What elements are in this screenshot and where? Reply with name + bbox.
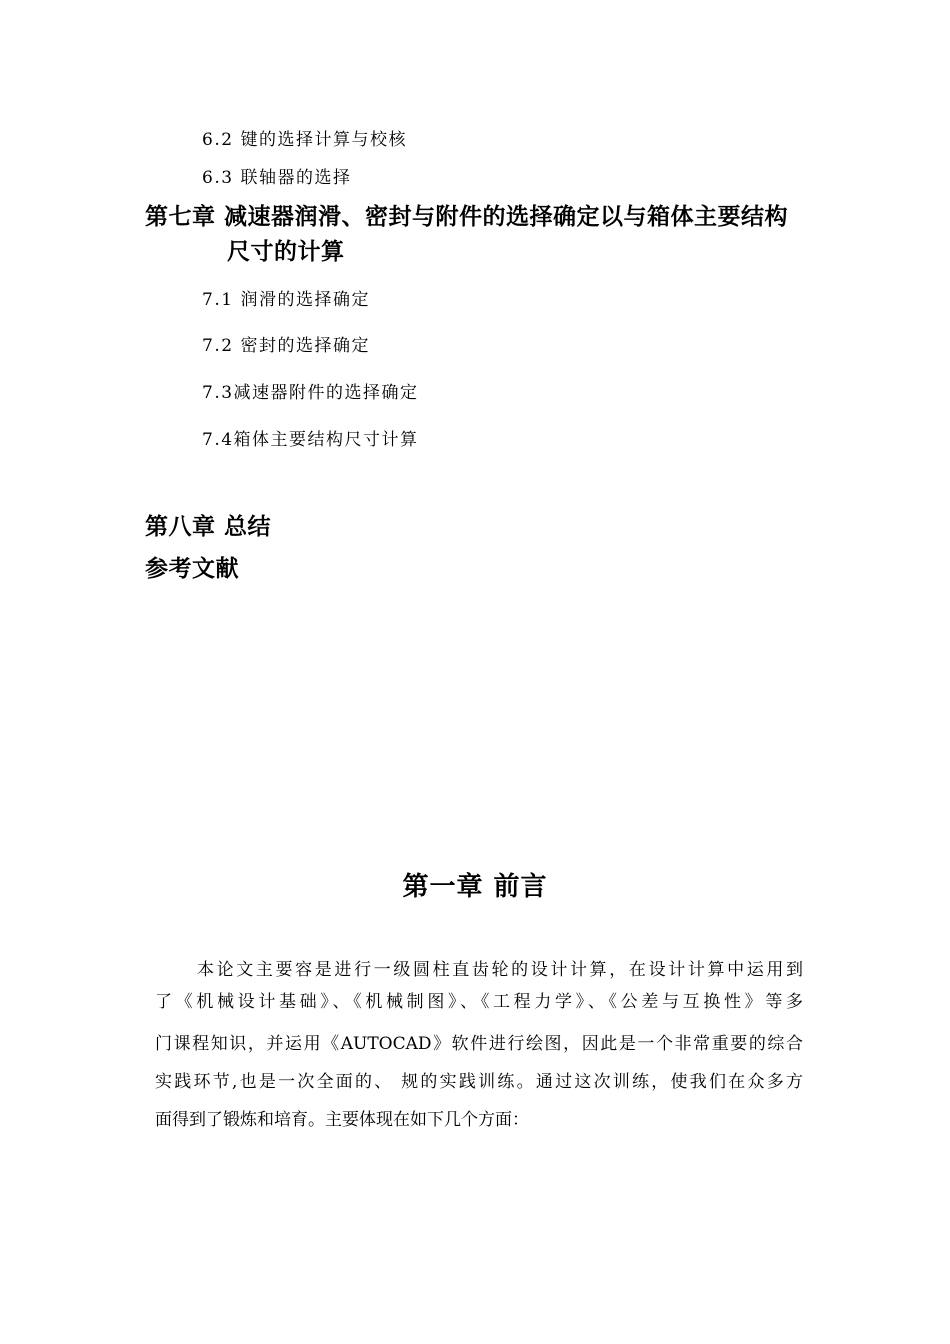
toc-item-7-4: 7.4箱体主要结构尺寸计算 (202, 430, 419, 450)
toc-chapter-8: 第八章 总结 (145, 514, 272, 540)
paragraph-line-2: 了《机械设计基础》、《机械制图》、《工程力学》、《公差与互换性》等多 (155, 992, 803, 1012)
toc-references: 参考文献 (145, 556, 239, 582)
paragraph-line-5: 面得到了锻炼和培育。主要体现在如下几个方面： (155, 1110, 529, 1130)
toc-item-7-3: 7.3减速器附件的选择确定 (202, 383, 419, 403)
toc-item-7-1: 7.1 润滑的选择确定 (202, 290, 370, 310)
paragraph-line-3: 门课程知识，并运用《AUTOCAD》软件进行绘图，因此是一个非常重要的综合 (155, 1034, 803, 1054)
toc-chapter-7-continued: 尺寸的计算 (227, 239, 345, 265)
toc-chapter-7: 第七章 减速器润滑、密封与附件的选择确定以与箱体主要结构 (145, 204, 789, 230)
chapter-title: 第一章 前言 (402, 872, 548, 902)
toc-item-7-2: 7.2 密封的选择确定 (202, 336, 370, 356)
paragraph-line-1: 本论文主要容是进行一级圆柱直齿轮的设计计算，在设计计算中运用到 (197, 960, 803, 980)
paragraph-line-4: 实践环节,也是一次全面的、 规的实践训练。通过这次训练，使我们在众多方 (155, 1072, 803, 1092)
toc-item-6-2: 6.2 键的选择计算与校核 (202, 130, 407, 150)
toc-item-6-3: 6.3 联轴器的选择 (202, 168, 352, 188)
